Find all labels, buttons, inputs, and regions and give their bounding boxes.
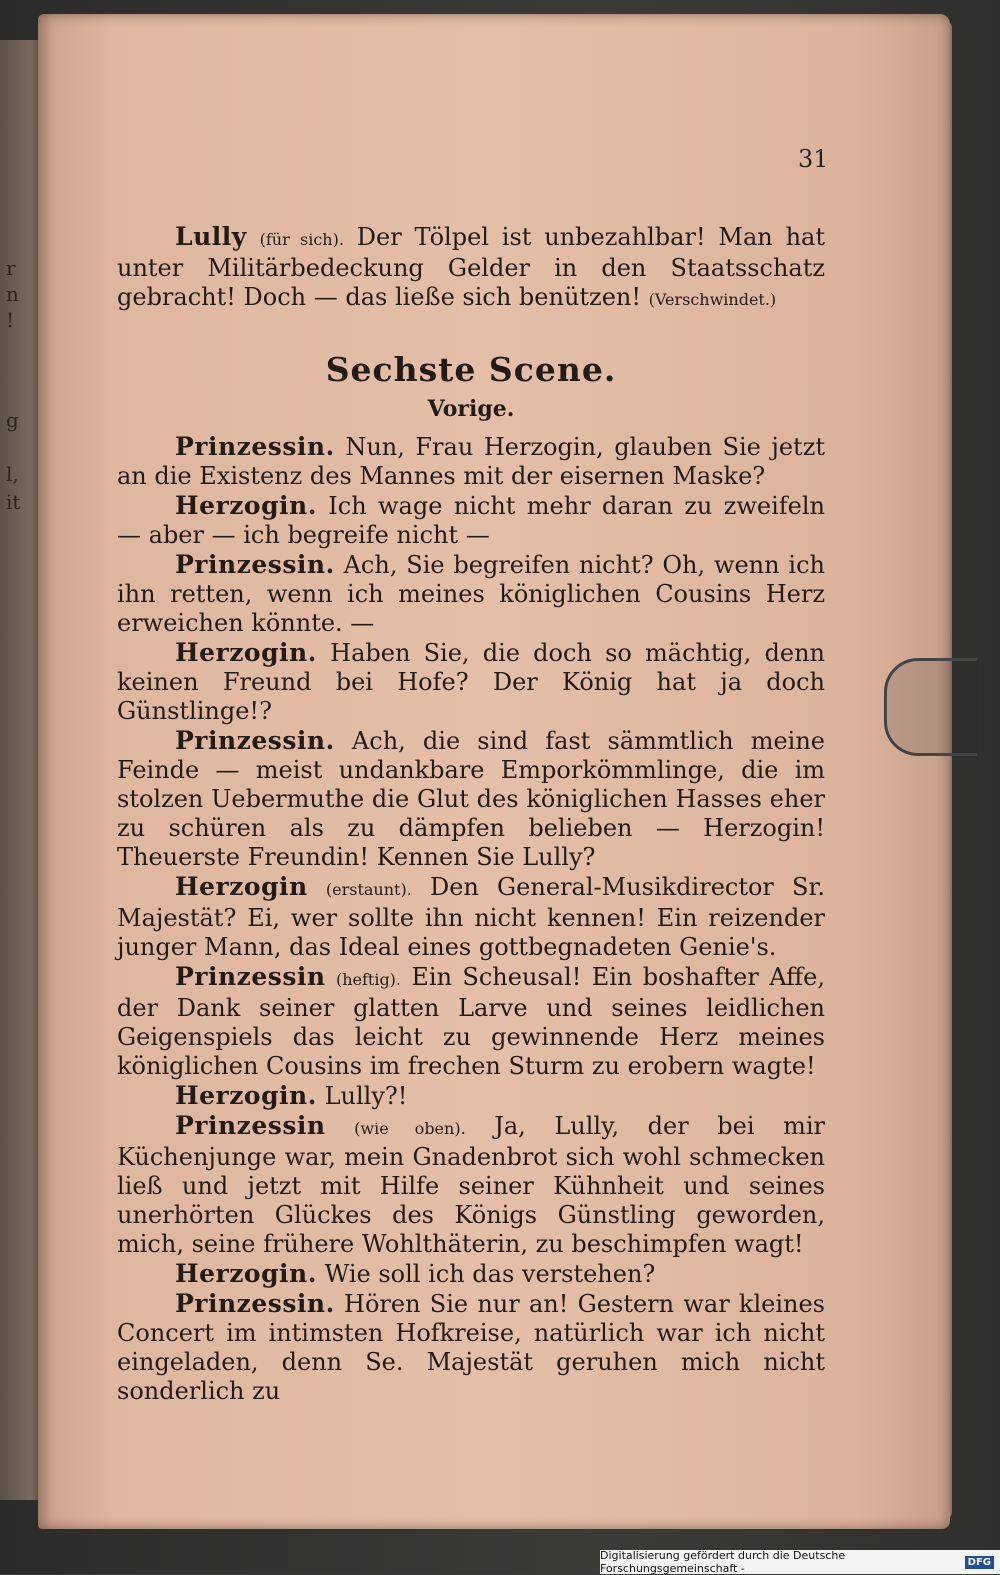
text-block-top bbox=[117, 222, 825, 314]
speaker-name: Lully bbox=[175, 222, 247, 251]
speaker-name: Herzogin. bbox=[175, 491, 317, 520]
paragraph-text: Ein Scheusal! Ein boshafter Affe, der Dank seiner glatten Larve und seines leidlichen Geigenspiels das leicht zu gewinnende Herz meines königlichen Cousins im frechen Sturm zu erobern wagte! bbox=[117, 963, 825, 1080]
scene-title: Sechste Scene. bbox=[325, 350, 617, 389]
paragraph bbox=[117, 222, 825, 314]
speaker-name: Prinzessin. bbox=[175, 550, 335, 579]
paragraph-text: Lully?! bbox=[324, 1082, 408, 1110]
stage-direction: (wie oben). bbox=[354, 1119, 466, 1138]
paragraph-text: Den General-Musikdirector Sr. Majestät? Ei, wer sollte ihn nicht kennen! Ein reizender junger Mann, das Ideal eines gottbegnadeten Genie's. bbox=[117, 873, 825, 961]
paragraph-text: Ja, Lully, der bei mir Küchenjunge war, mein Gnadenbrot sich wohl schmecken ließ und jetzt mit Hilfe seiner Kühnheit und seines unerhörten Glückes des Königs Günstling geworden, mich, seine frühere Wohlthäterin, zu beschimpfen wagt! bbox=[117, 1112, 825, 1258]
speaker-name: Prinzessin. bbox=[175, 726, 335, 755]
paragraph-text: Haben Sie, die doch so mächtig, denn keinen Freund bei Hofe? Der König hat ja doch Günstlinge!? bbox=[117, 639, 825, 725]
paragraph bbox=[117, 962, 825, 1081]
paragraph bbox=[117, 1111, 825, 1259]
dfg-logo: DFG bbox=[965, 1556, 994, 1569]
margin-fragment: l, bbox=[6, 462, 19, 486]
paragraph bbox=[117, 872, 825, 962]
paragraph-text: Hören Sie nur an! Gestern war kleines Concert im intimsten Hofkreise, natürlich war ich nicht eingeladen, denn Se. Majestät geruhen mich nicht sonderlich zu bbox=[117, 1290, 825, 1405]
paragraph bbox=[117, 432, 825, 491]
speaker-name: Herzogin bbox=[175, 872, 308, 901]
speaker-name: Prinzessin bbox=[175, 962, 326, 991]
speaker-name: Herzogin. bbox=[175, 1081, 317, 1110]
margin-fragment: r bbox=[6, 256, 16, 280]
margin-fragment: it bbox=[6, 490, 21, 514]
speaker-name: Prinzessin. bbox=[175, 432, 335, 461]
speaker-name: Herzogin. bbox=[175, 638, 317, 667]
speaker-name: Prinzessin bbox=[175, 1111, 326, 1140]
paragraph bbox=[117, 491, 825, 550]
stage-direction: (für sich). bbox=[259, 230, 344, 249]
footer-text: Digitalisierung gefördert durch die Deutsche Forschungsgemeinschaft - bbox=[600, 1549, 846, 1575]
paragraph-text: Der Tölpel ist unbezahlbar! Man hat unter Militärbedeckung Gelder in den Staatsschatz gebracht! Doch — das ließe sich benützen! bbox=[117, 223, 825, 311]
paragraph-text: Ich wage nicht mehr daran zu zweifeln — aber — ich begreife nicht — bbox=[117, 492, 825, 549]
paragraph bbox=[117, 726, 825, 872]
paragraph-text: Nun, Frau Herzogin, glauben Sie jetzt an die Existenz des Mannes mit der eisernen Maske? bbox=[117, 433, 825, 490]
paragraph-text: Ach, Sie begreifen nicht? Oh, wenn ich ihn retten, wenn ich meines königlichen Cousins Herz erweichen könnte. — bbox=[117, 551, 825, 637]
speaker-name: Herzogin. bbox=[175, 1259, 317, 1288]
paragraph bbox=[117, 1259, 825, 1289]
paragraph bbox=[117, 638, 825, 726]
speaker-name: Prinzessin. bbox=[175, 1289, 335, 1318]
stage-direction: (erstaunt). bbox=[325, 880, 412, 899]
paragraph bbox=[117, 1081, 825, 1111]
margin-fragment: n bbox=[6, 282, 19, 306]
scene-subtitle: Vorige. bbox=[427, 396, 515, 422]
paragraph-text: Wie soll ich das verstehen? bbox=[324, 1260, 656, 1288]
margin-fragment: g bbox=[6, 408, 19, 432]
paragraph-text: Ach, die sind fast sämmtlich meine Feinde — meist undankbare Emporkömmlinge, die im stolzen Uebermuthe die Glut des königlichen Hasses eher zu schüren als zu dämpfen belieben — Herzogin! Theuerste Freundin! Kennen Sie Lully? bbox=[117, 727, 825, 871]
paragraph bbox=[117, 1289, 825, 1406]
page-number: 31 bbox=[798, 145, 829, 173]
stage-direction: (Verschwindet.) bbox=[648, 290, 777, 309]
paragraph bbox=[117, 550, 825, 638]
paper-clip bbox=[884, 658, 977, 756]
digitization-footer bbox=[600, 1550, 1000, 1574]
margin-fragment: ! bbox=[6, 308, 15, 332]
stage-direction: (heftig). bbox=[335, 970, 402, 989]
text-block-main bbox=[117, 432, 825, 1406]
